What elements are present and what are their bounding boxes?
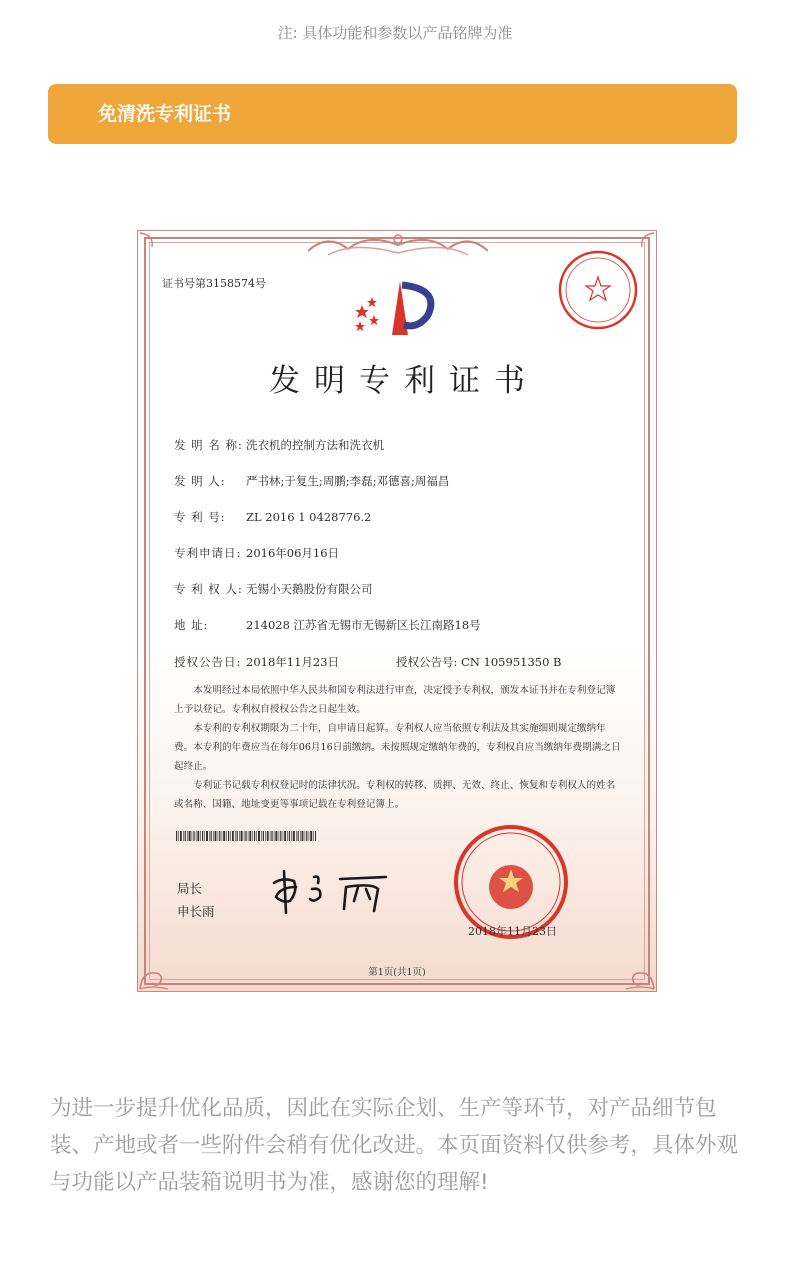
field-value: CN 105951350 B [461, 655, 562, 669]
field-label: 专 利 权 人: [174, 582, 243, 596]
section-banner [48, 84, 737, 144]
disclaimer-text: 为进一步提升优化品质，因此在实际企划、生产等环节，对产品细节包装、产地或者一些附件会稍有优化改进。本页面资料仅供参考，具体外观与功能以产品装箱说明书为准，感谢您的理解! [50, 1096, 739, 1195]
field-label: 地 址: [174, 618, 209, 632]
field-grant-date [174, 654, 339, 670]
patent-certificate-image [137, 230, 657, 992]
body-paragraph: 专利证书记载专利权登记时的法律状况。专利权的转移、质押、无效、终止、恢复和专利权人的姓名或名称、国籍、地址变更等事项记载在专利登记簿上。 [174, 780, 616, 810]
field-value: ZL 2016 1 0428776.2 [246, 510, 372, 524]
director-block [177, 877, 215, 923]
field-label: 发 明 人: [174, 474, 226, 488]
patent-office-logo [348, 275, 444, 339]
field-value: 2018年11月23日 [246, 655, 340, 669]
spec-note: 注: 具体功能和参数以产品铭牌为准 [277, 24, 513, 42]
field-patentee [174, 581, 373, 597]
certificate-title: 发明专利证书 [269, 363, 539, 399]
field-label: 专 利 号: [174, 510, 226, 524]
field-value: 严书林;于复生;周鹏;李磊;邓德喜;周福昌 [246, 474, 450, 488]
field-label: 授权公告号: [396, 655, 458, 669]
field-value: 214028 江苏省无锡市无锡新区长江南路18号 [246, 618, 481, 632]
field-value: 无锡小天鹅股份有限公司 [246, 582, 373, 596]
field-publication-number [396, 654, 562, 670]
top-ornament [308, 231, 488, 257]
field-address [174, 617, 481, 633]
field-application-date [174, 545, 339, 561]
agency-stamp [555, 247, 641, 333]
director-title: 局长 [177, 881, 203, 896]
field-label: 授权公告日: [174, 655, 242, 669]
field-value: 2016年06月16日 [246, 546, 340, 560]
field-label: 发 明 名 称: [174, 438, 243, 452]
certificate-body [174, 681, 622, 814]
body-paragraph: 本发明经过本局依照中华人民共和国专利法进行审查，决定授予专利权，颁发本证书并在专利登记簿上予以登记。专利权自授权公告之日起生效。 [174, 685, 616, 715]
field-inventors [174, 473, 449, 489]
seal-date: 2018年11月23日 [468, 925, 557, 938]
field-patent-number [174, 509, 371, 525]
page-number: 第1页(共1页) [368, 967, 426, 978]
barcode [176, 831, 316, 841]
field-invention-name [174, 437, 384, 453]
field-value: 洗衣机的控制方法和洗衣机 [246, 438, 384, 452]
corner-ornament-top-left [138, 231, 172, 265]
section-title: 免清洗专利证书 [98, 103, 232, 125]
director-name: 申长雨 [177, 904, 215, 919]
certificate-number: 证书号第3158574号 [162, 277, 266, 290]
handwritten-signature [268, 867, 408, 917]
field-label: 专利申请日: [174, 546, 242, 560]
body-paragraph: 本专利的专利权期限为二十年，自申请日起算。专利权人应当依照专利法及其实施细则规定缴纳年费。本专利的年费应当在每年06月16日前缴纳。未按照规定缴纳年费的，专利权自应当缴纳年费期满之日起终止。 [174, 723, 621, 772]
